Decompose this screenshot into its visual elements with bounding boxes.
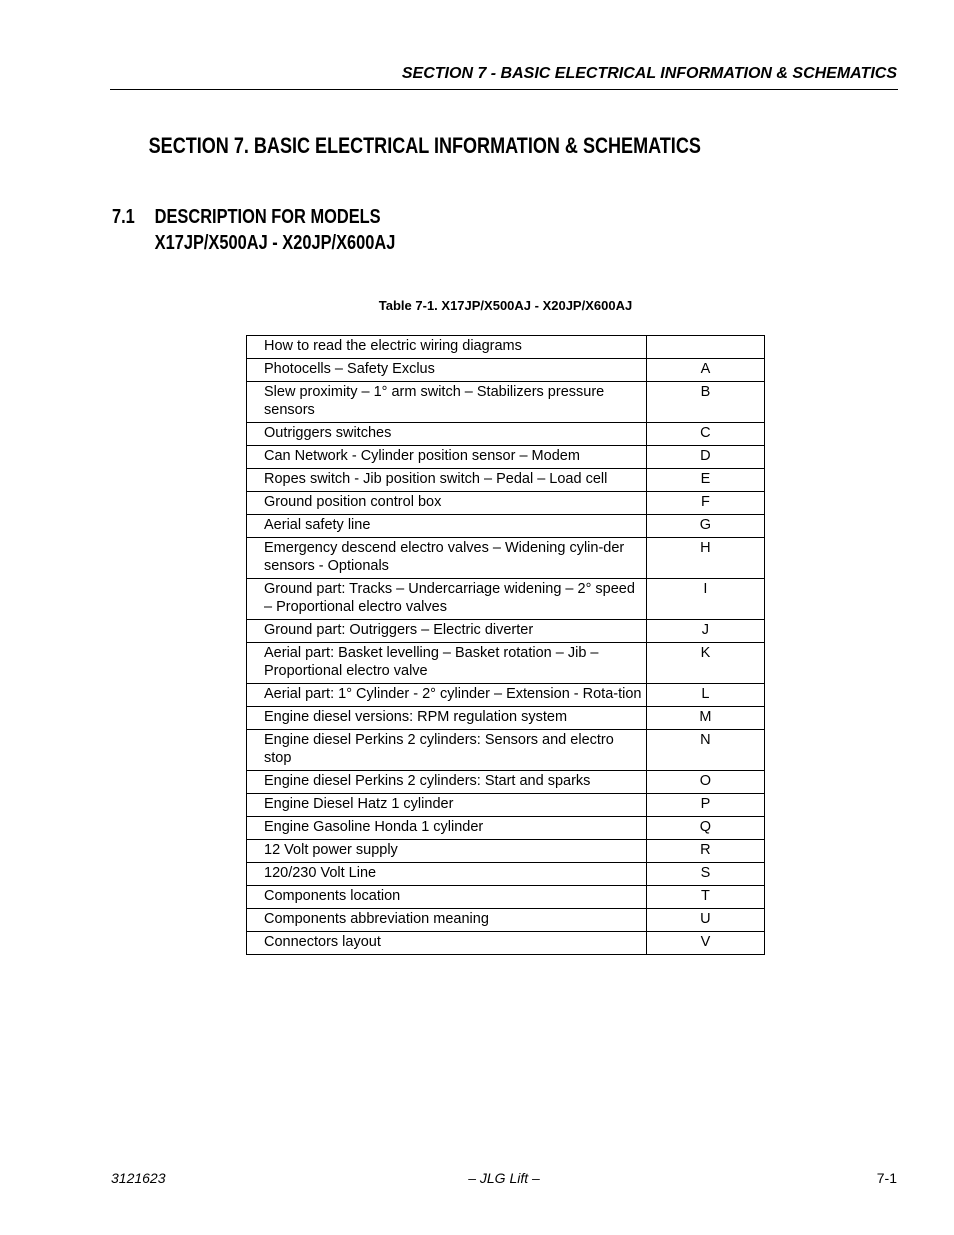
header-rule	[110, 89, 898, 90]
row-code	[646, 336, 764, 359]
row-code: T	[646, 886, 764, 909]
row-code: Q	[646, 817, 764, 840]
table-row	[247, 382, 765, 423]
row-code: V	[646, 932, 764, 955]
subsection-heading	[112, 204, 395, 256]
row-description: Engine Diesel Hatz 1 cylinder	[247, 794, 647, 817]
table-row	[247, 515, 765, 538]
schematics-table	[246, 335, 765, 955]
subsection-number: 7.1	[112, 206, 135, 228]
running-header: SECTION 7 - BASIC ELECTRICAL INFORMATION & SCHEMATICS	[401, 65, 897, 82]
row-description: Can Network - Cylinder position sensor – Modem	[247, 446, 647, 469]
row-description: Engine diesel Perkins 2 cylinders: Start and sparks	[247, 771, 647, 794]
row-code: P	[646, 794, 764, 817]
table-row	[247, 620, 765, 643]
row-code: K	[646, 643, 764, 684]
table-row	[247, 817, 765, 840]
row-description: Aerial part: Basket levelling – Basket rotation – Jib – Proportional electro valve	[247, 643, 647, 684]
row-code: M	[646, 707, 764, 730]
table-row	[247, 446, 765, 469]
subsection-title-line1: DESCRIPTION FOR MODELS	[154, 206, 381, 228]
row-code: I	[646, 579, 764, 620]
row-description: Ground part: Outriggers – Electric diverter	[247, 620, 647, 643]
table-row	[247, 423, 765, 446]
row-description: Slew proximity – 1° arm switch – Stabilizers pressure sensors	[247, 382, 647, 423]
row-description: Components abbreviation meaning	[247, 909, 647, 932]
row-description: 12 Volt power supply	[247, 840, 647, 863]
table-row	[247, 771, 765, 794]
table-caption: Table 7-1. X17JP/X500AJ - X20JP/X600AJ	[378, 298, 633, 313]
row-description: Ground part: Tracks – Undercarriage widening – 2° speed – Proportional electro valves	[247, 579, 647, 620]
table-row	[247, 359, 765, 382]
table-row	[247, 886, 765, 909]
row-description: Ropes switch - Jib position switch – Pedal – Load cell	[247, 469, 647, 492]
row-code: F	[646, 492, 764, 515]
table-row	[247, 492, 765, 515]
row-description: Engine diesel Perkins 2 cylinders: Sensors and electro stop	[247, 730, 647, 771]
table-row	[247, 579, 765, 620]
footer-brand: – JLG Lift –	[468, 1170, 540, 1186]
table-row	[247, 684, 765, 707]
row-code: U	[646, 909, 764, 932]
row-code: H	[646, 538, 764, 579]
row-description: Emergency descend electro valves – Widening cylin-der sensors - Optionals	[247, 538, 647, 579]
table-row	[247, 932, 765, 955]
row-code: D	[646, 446, 764, 469]
subsection-title-line2: X17JP/X500AJ - X20JP/X600AJ	[154, 232, 396, 254]
row-code: J	[646, 620, 764, 643]
row-code: E	[646, 469, 764, 492]
table-row	[247, 794, 765, 817]
row-code: G	[646, 515, 764, 538]
table-body	[247, 336, 765, 955]
footer-page-number: 7-1	[876, 1170, 897, 1186]
row-description: Connectors layout	[247, 932, 647, 955]
table-row	[247, 707, 765, 730]
row-description: Outriggers switches	[247, 423, 647, 446]
table-row	[247, 840, 765, 863]
table-row	[247, 730, 765, 771]
section-title: SECTION 7. BASIC ELECTRICAL INFORMATION & SCHEMATICS	[148, 133, 701, 158]
row-description: Photocells – Safety Exclus	[247, 359, 647, 382]
row-code: A	[646, 359, 764, 382]
row-description: Aerial part: 1° Cylinder - 2° cylinder – Extension - Rota-tion	[247, 684, 647, 707]
row-code: R	[646, 840, 764, 863]
footer-doc-number: 3121623	[111, 1170, 166, 1186]
table-row	[247, 909, 765, 932]
row-description: Components location	[247, 886, 647, 909]
table-row	[247, 863, 765, 886]
row-description: Engine Gasoline Honda 1 cylinder	[247, 817, 647, 840]
table-row	[247, 336, 765, 359]
row-description: How to read the electric wiring diagrams	[247, 336, 647, 359]
table-row	[247, 469, 765, 492]
row-code: N	[646, 730, 764, 771]
row-code: L	[646, 684, 764, 707]
table-row	[247, 643, 765, 684]
row-code: C	[646, 423, 764, 446]
row-description: Engine diesel versions: RPM regulation system	[247, 707, 647, 730]
row-code: O	[646, 771, 764, 794]
row-description: 120/230 Volt Line	[247, 863, 647, 886]
row-code: S	[646, 863, 764, 886]
table-row	[247, 538, 765, 579]
row-code: B	[646, 382, 764, 423]
row-description: Aerial safety line	[247, 515, 647, 538]
row-description: Ground position control box	[247, 492, 647, 515]
